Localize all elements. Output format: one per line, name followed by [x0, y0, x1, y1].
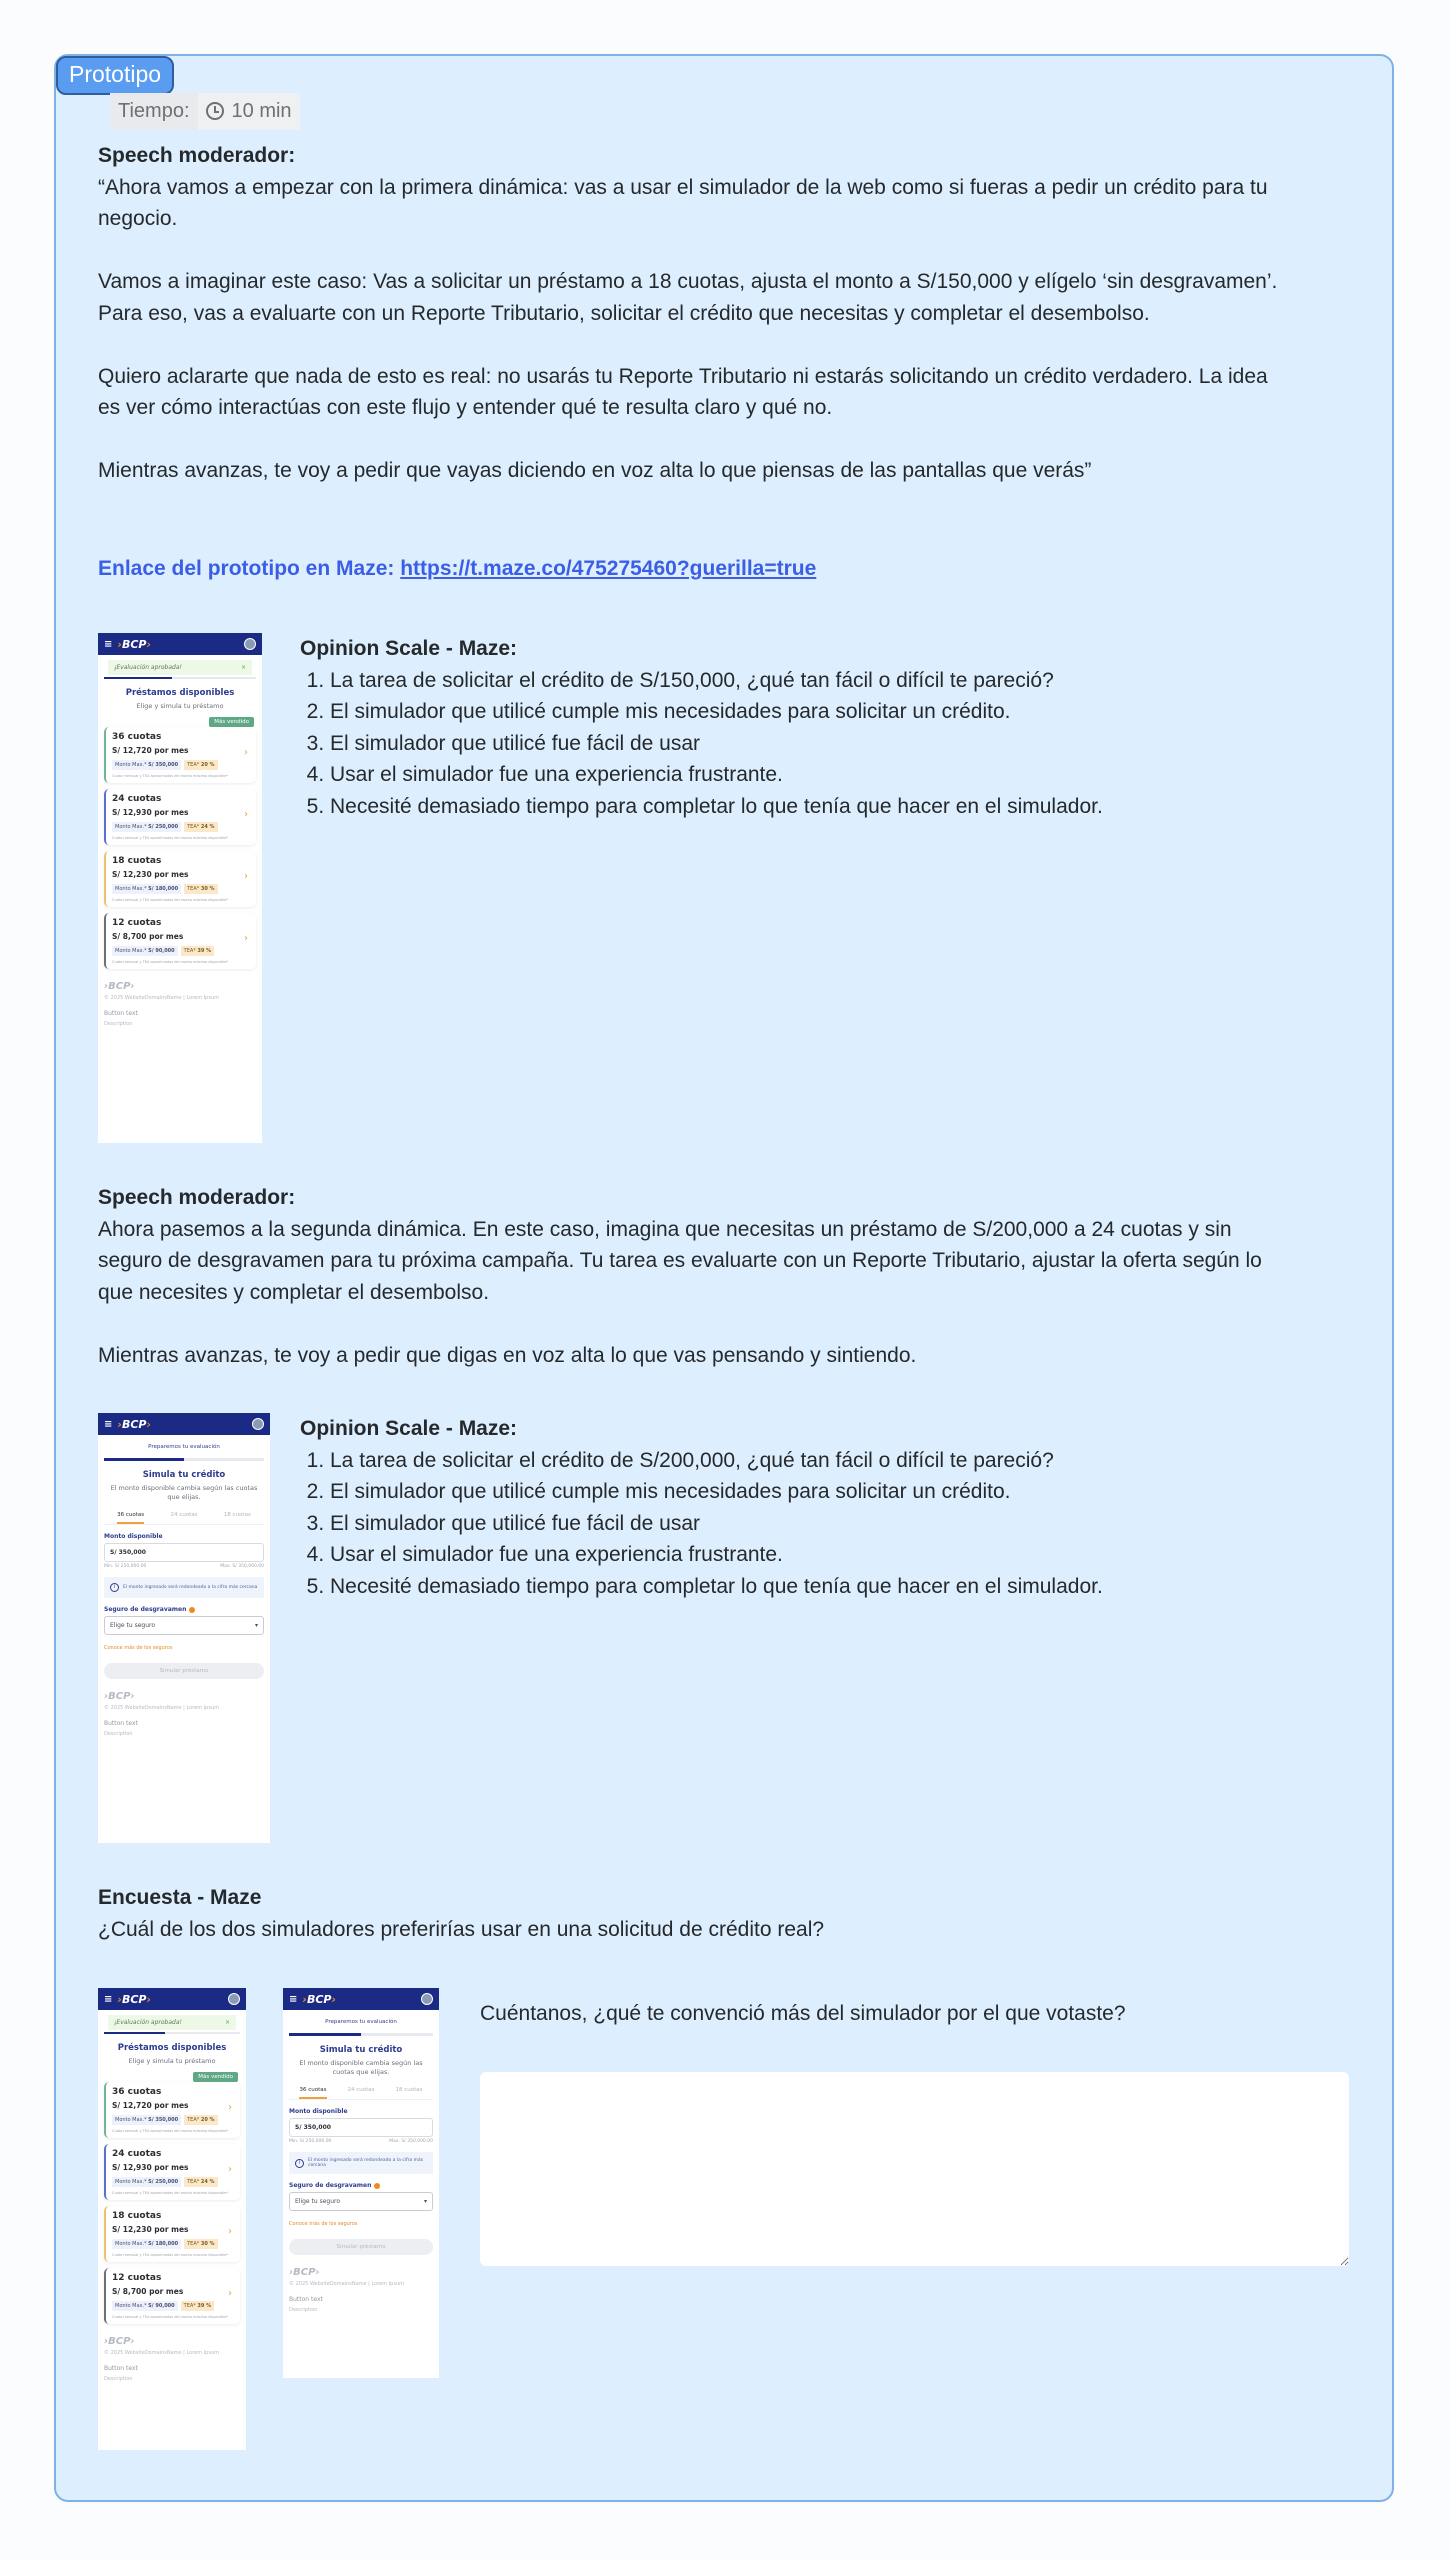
- loan-term: 18 cuotas: [112, 856, 162, 866]
- loan-note: Cuota mensual y TEA aproximadas del monto máximo disponible*: [112, 2191, 228, 2195]
- footer-logo: ›BCP›: [104, 981, 135, 992]
- footer-description: Description: [104, 1731, 133, 1737]
- chevron-right-icon: ›: [228, 2164, 232, 2175]
- time-label: Tiempo:: [110, 93, 198, 130]
- rounding-info: [289, 2152, 433, 2174]
- speech-paragraph: Mientras avanzas, te voy a pedir que digas en voz alta lo que vas pensando y sintiendo.: [98, 1343, 917, 1367]
- step-label: Preparemos tu evaluación: [325, 2019, 397, 2025]
- loans-screenshot-1: [98, 633, 262, 1143]
- chevron-right-icon: ›: [228, 2102, 232, 2113]
- max-amount-pill: Monto Max.* S/ 250,000: [112, 2177, 181, 2187]
- opinion-item: 5. Necesité demasiado tiempo para completar lo que tenía que hacer en el simulador.: [330, 791, 1103, 823]
- avatar[interactable]: [421, 1993, 433, 2005]
- loan-monthly: S/ 12,230 por mes: [112, 870, 189, 879]
- loan-card[interactable]: [104, 913, 256, 969]
- opinion-item: 1. La tarea de solicitar el crédito de S/150,000, ¿qué tan fácil o difícil te pareció?: [330, 665, 1103, 697]
- best-seller-badge: Más vendido: [209, 717, 254, 727]
- loan-card[interactable]: [104, 2206, 240, 2262]
- mock-footer: [283, 2261, 439, 2323]
- loan-card[interactable]: [104, 2144, 240, 2200]
- menu-icon[interactable]: ≡: [104, 1418, 113, 1430]
- menu-icon[interactable]: ≡: [289, 1993, 298, 2005]
- chevron-right-icon: ›: [244, 747, 248, 758]
- avatar[interactable]: [252, 1418, 264, 1430]
- loan-note: Cuota mensual y TEA aproximadas del monto máximo disponible*: [112, 2253, 228, 2257]
- followup-question: Cuéntanos, ¿qué te convenció más del simulador por el que votaste?: [480, 2002, 1126, 2025]
- tab-18-cuotas[interactable]: 18 cuotas: [395, 2087, 423, 2093]
- footer-button-text[interactable]: Button text: [104, 1010, 138, 1017]
- max-amount-pill: Monto Max.* S/ 350,000: [112, 760, 181, 770]
- opinion-item: 2. El simulador que utilicé cumple mis necesidades para solicitar un crédito.: [330, 1476, 1103, 1508]
- info-icon: i: [110, 1583, 119, 1592]
- avatar[interactable]: [244, 638, 256, 650]
- speech-paragraph: Quiero aclararte que nada de esto es real: no usarás tu Reporte Tributario ni estarás solicitando un crédito verdadero. La idea es ver cómo interactúas con este flujo y entender qué te resulta claro y qué no.: [98, 364, 1268, 419]
- loan-monthly: S/ 8,700 por mes: [112, 932, 184, 941]
- sim-subtitle: El monto disponible cambia según las cuotas que elijas.: [110, 1484, 258, 1501]
- tea-pill: TEA* 24 %: [184, 822, 217, 832]
- footer-copy: © 2025 WebsiteDomainsName | Lorem Ipsum: [104, 995, 219, 1001]
- footer-button-text[interactable]: Button text: [104, 2365, 138, 2372]
- term-tabs: [289, 2087, 433, 2100]
- loan-monthly: S/ 12,230 por mes: [112, 2225, 189, 2234]
- opinion-title: Opinion Scale - Maze:: [300, 637, 518, 660]
- footer-button-text[interactable]: Button text: [104, 1720, 138, 1727]
- footer-description: Description: [289, 2307, 318, 2313]
- loan-monthly: S/ 12,930 por mes: [112, 2163, 189, 2172]
- opinion-item: 5. Necesité demasiado tiempo para completar lo que tenía que hacer en el simulador.: [330, 1571, 1103, 1603]
- caret-down-icon: ▾: [423, 2198, 427, 2205]
- loan-term: 24 cuotas: [112, 2149, 162, 2159]
- time-value: 10 min: [231, 99, 292, 122]
- speech-paragraph: Ahora pasemos a la segunda dinámica. En este caso, imagina que necesitas un préstamo de S/200,000 a 24 cuotas y sin seguro de desgravamen para tu próxima campaña. Tu tarea es evaluarte con un Reporte Tributario, ajustar la oferta según lo que necesites y completar el desembolso.: [98, 1217, 1262, 1304]
- close-icon[interactable]: ×: [224, 2019, 230, 2026]
- bcp-header: [98, 1413, 270, 1435]
- bcp-header: [283, 1988, 439, 2010]
- menu-icon[interactable]: ≡: [104, 1993, 113, 2005]
- tab-36-cuotas[interactable]: 36 cuotas: [299, 2087, 326, 2099]
- insurance-label: Seguro de desgravamen: [289, 2182, 433, 2189]
- term-tabs: [104, 1512, 264, 1525]
- opinion-title: Opinion Scale - Maze:: [300, 1417, 518, 1440]
- max-amount-pill: Monto Max.* S/ 90,000: [112, 946, 178, 956]
- max-amount-pill: Monto Max.* S/ 180,000: [112, 884, 181, 894]
- opinion-item: 4. Usar el simulador fue una experiencia frustrante.: [330, 759, 1103, 791]
- tab-36-cuotas[interactable]: 36 cuotas: [117, 1512, 144, 1524]
- simulator-screenshot-1: [98, 1413, 270, 1843]
- survey-question: ¿Cuál de los dos simuladores preferirías usar en una solicitud de crédito real?: [98, 1917, 825, 1941]
- loan-note: Cuota mensual y TEA aproximadas del monto máximo disponible*: [112, 898, 228, 902]
- approved-text: ¡Evaluación aprobada!: [114, 664, 182, 671]
- speech-section-1: [98, 140, 1298, 487]
- info-text: El monto ingresado será redondeado a la cifra más cercana: [123, 1585, 258, 1590]
- simulator-screenshot-2: [283, 1988, 439, 2378]
- footer-button-text[interactable]: Button text: [289, 2296, 323, 2303]
- survey-section: [98, 1882, 1298, 1945]
- sim-title: Simula tu crédito: [142, 1470, 226, 1480]
- best-seller-badge: Más vendido: [193, 2072, 238, 2082]
- min-amount: Min. S/ 250,000.00: [104, 1564, 147, 1569]
- speech-heading: Speech moderador:: [98, 144, 296, 167]
- loan-note: Cuota mensual y TEA aproximadas del monto máximo disponible*: [112, 2315, 228, 2319]
- mock-footer: [98, 2330, 246, 2392]
- chevron-right-icon: ›: [228, 2226, 232, 2237]
- loans-screenshot-2: [98, 1988, 246, 2450]
- max-amount: Max. S/ 350,000.00: [220, 1564, 264, 1569]
- bcp-header: [98, 633, 262, 655]
- footer-logo: ›BCP›: [104, 1691, 135, 1702]
- opinion-item: 3. El simulador que utilicé fue fácil de usar: [330, 1508, 1103, 1540]
- footer-description: Description: [104, 1021, 133, 1027]
- loan-term: 36 cuotas: [112, 2087, 162, 2097]
- tea-pill: TEA* 20 %: [184, 760, 217, 770]
- footer-copy: © 2025 WebsiteDomainsName | Lorem Ipsum: [289, 2281, 404, 2287]
- loan-term: 12 cuotas: [112, 2273, 162, 2283]
- amount-range: [289, 2139, 433, 2144]
- mock-footer: [98, 975, 262, 1037]
- maze-prototype-link[interactable]: https://t.maze.co/475275460?guerilla=true: [400, 557, 817, 580]
- chevron-right-icon: ›: [244, 809, 248, 820]
- bcp-logo: ›BCP›: [117, 1417, 152, 1431]
- insurance-select[interactable]: Elige tu seguro ▾: [104, 1616, 264, 1635]
- amount-input[interactable]: S/ 350,000: [289, 2118, 433, 2137]
- max-amount-pill: Monto Max.* S/ 180,000: [112, 2239, 181, 2249]
- loan-monthly: S/ 12,930 por mes: [112, 808, 189, 817]
- info-icon: i: [295, 2159, 304, 2168]
- avatar[interactable]: [228, 1993, 240, 2005]
- tab-24-cuotas[interactable]: 24 cuotas: [347, 2087, 375, 2093]
- chevron-right-icon: ›: [244, 871, 248, 882]
- info-text: El monto ingresado será redondeado a la cifra más cercana: [308, 2158, 424, 2168]
- bcp-logo: ›BCP›: [117, 1992, 152, 2006]
- speech-paragraph: Mientras avanzas, te voy a pedir que vayas diciendo en voz alta lo que piensas de las pantallas que verás”: [98, 459, 1092, 482]
- max-amount-pill: Monto Max.* S/ 90,000: [112, 2301, 178, 2311]
- tea-pill: TEA* 30 %: [184, 884, 217, 894]
- approved-toast: [108, 660, 252, 675]
- prototype-link-line: [98, 557, 816, 581]
- chevron-right-icon: ›: [244, 933, 248, 944]
- step-label: Preparemos tu evaluación: [148, 1444, 220, 1450]
- loan-monthly: S/ 12,720 por mes: [112, 746, 189, 755]
- rounding-info: [104, 1577, 264, 1598]
- info-dot-icon: [374, 2183, 380, 2189]
- caret-down-icon: ▾: [254, 1622, 258, 1629]
- bcp-logo: ›BCP›: [117, 637, 152, 651]
- time-value-chip: [198, 93, 300, 130]
- clock-icon: [206, 102, 224, 120]
- progress-bar: [289, 2033, 433, 2036]
- loan-card[interactable]: [104, 2268, 240, 2324]
- loan-term: 36 cuotas: [112, 732, 162, 742]
- opinion-item: 3. El simulador que utilicé fue fácil de usar: [330, 728, 1103, 760]
- speech-heading: Speech moderador:: [98, 1186, 296, 1209]
- chevron-right-icon: ›: [228, 2288, 232, 2299]
- loan-card[interactable]: [104, 851, 256, 907]
- progress-bar: [104, 2032, 240, 2034]
- footer-logo: ›BCP›: [104, 2336, 135, 2347]
- loan-term: 12 cuotas: [112, 918, 162, 928]
- footer-logo: ›BCP›: [289, 2267, 320, 2278]
- tea-pill: TEA* 30 %: [184, 2239, 217, 2249]
- progress-bar: [104, 677, 256, 679]
- bcp-logo: ›BCP›: [302, 1992, 337, 2006]
- loan-term: 24 cuotas: [112, 794, 162, 804]
- progress-bar: [104, 1458, 264, 1461]
- opinion-item: 2. El simulador que utilicé cumple mis necesidades para solicitar un crédito.: [330, 696, 1103, 728]
- insurance-more-link[interactable]: Conoce más de los seguros: [289, 2221, 358, 2227]
- loans-subtitle: Elige y simula tu préstamo: [128, 2057, 216, 2065]
- mock-footer: [98, 1685, 270, 1747]
- followup-answer-field[interactable]: [480, 2072, 1349, 2266]
- opinion-list: [300, 1445, 1103, 1603]
- opinion-scale-1: [300, 633, 1103, 822]
- speech-paragraph: “Ahora vamos a empezar con la primera dinámica: vas a usar el simulador de la web como si fueras a pedir un crédito para tu negocio.: [98, 175, 1268, 230]
- min-amount: Min. S/ 250,000.00: [289, 2139, 332, 2144]
- loan-card[interactable]: [104, 727, 256, 783]
- max-amount: Max. S/ 350,000.00: [389, 2139, 433, 2144]
- tea-pill: TEA* 20 %: [184, 2115, 217, 2125]
- tea-pill: TEA* 39 %: [181, 2301, 214, 2311]
- loan-monthly: S/ 12,720 por mes: [112, 2101, 189, 2110]
- bcp-header: [98, 1988, 246, 2010]
- close-icon[interactable]: ×: [240, 664, 246, 671]
- footer-copy: © 2025 WebsiteDomainsName | Lorem Ipsum: [104, 1705, 219, 1711]
- max-amount-pill: Monto Max.* S/ 350,000: [112, 2115, 181, 2125]
- prototype-tag: Prototipo: [56, 56, 174, 95]
- insurance-more-link[interactable]: Conoce más de los seguros: [104, 1645, 173, 1651]
- simulate-button[interactable]: Simular préstamo: [104, 1663, 264, 1679]
- tea-pill: TEA* 39 %: [181, 946, 214, 956]
- tea-pill: TEA* 24 %: [184, 2177, 217, 2187]
- time-chip: [110, 92, 300, 130]
- footer-description: Description: [104, 2376, 133, 2382]
- menu-icon[interactable]: ≡: [104, 638, 113, 650]
- loans-subtitle: Elige y simula tu préstamo: [136, 702, 224, 710]
- link-label: Enlace del prototipo en Maze:: [98, 557, 395, 580]
- amount-range: [104, 1564, 264, 1569]
- loan-card[interactable]: [104, 789, 256, 845]
- loans-title: Préstamos disponibles: [125, 688, 235, 698]
- opinion-list: [300, 665, 1103, 823]
- amount-label: Monto disponible: [289, 2108, 348, 2115]
- insurance-select[interactable]: Elige tu seguro ▾: [289, 2192, 433, 2211]
- footer-copy: © 2025 WebsiteDomainsName | Lorem Ipsum: [104, 2350, 219, 2356]
- loan-card[interactable]: [104, 2082, 240, 2138]
- loan-monthly: S/ 8,700 por mes: [112, 2287, 184, 2296]
- loan-note: Cuota mensual y TEA aproximadas del monto máximo disponible*: [112, 774, 228, 778]
- approved-toast: [108, 2015, 236, 2030]
- opinion-item: 1. La tarea de solicitar el crédito de S/200,000, ¿qué tan fácil o difícil te pareció?: [330, 1445, 1103, 1477]
- speech-section-2: [98, 1182, 1298, 1371]
- loan-note: Cuota mensual y TEA aproximadas del monto máximo disponible*: [112, 960, 228, 964]
- simulate-button[interactable]: Simular préstamo: [289, 2239, 433, 2255]
- survey-heading: Encuesta - Maze: [98, 1886, 262, 1909]
- opinion-scale-2: [300, 1413, 1103, 1602]
- loan-term: 18 cuotas: [112, 2211, 162, 2221]
- tab-24-cuotas[interactable]: 24 cuotas: [170, 1512, 198, 1518]
- loan-note: Cuota mensual y TEA aproximadas del monto máximo disponible*: [112, 836, 228, 840]
- sim-subtitle: El monto disponible cambia según las cuotas que elijas.: [299, 2059, 423, 2076]
- loan-note: Cuota mensual y TEA aproximadas del monto máximo disponible*: [112, 2129, 228, 2133]
- approved-text: ¡Evaluación aprobada!: [114, 2019, 182, 2026]
- loans-title: Préstamos disponibles: [117, 2043, 227, 2053]
- max-amount-pill: Monto Max.* S/ 250,000: [112, 822, 181, 832]
- tab-18-cuotas[interactable]: 18 cuotas: [223, 1512, 251, 1518]
- info-dot-icon: [189, 1607, 195, 1613]
- speech-paragraph: Vamos a imaginar este caso: Vas a solicitar un préstamo a 18 cuotas, ajusta el monto a S/150,000 y elígelo ‘sin desgravamen’. Para eso, vas a evaluarte con un Reporte Tributario, solicitar el crédito que necesitas y completar el desembolso.: [98, 270, 1278, 325]
- insurance-label: Seguro de desgravamen: [104, 1606, 264, 1613]
- opinion-item: 4. Usar el simulador fue una experiencia frustrante.: [330, 1539, 1103, 1571]
- sim-title: Simula tu crédito: [319, 2045, 403, 2055]
- amount-input[interactable]: S/ 350,000: [104, 1543, 264, 1562]
- amount-label: Monto disponible: [104, 1533, 163, 1540]
